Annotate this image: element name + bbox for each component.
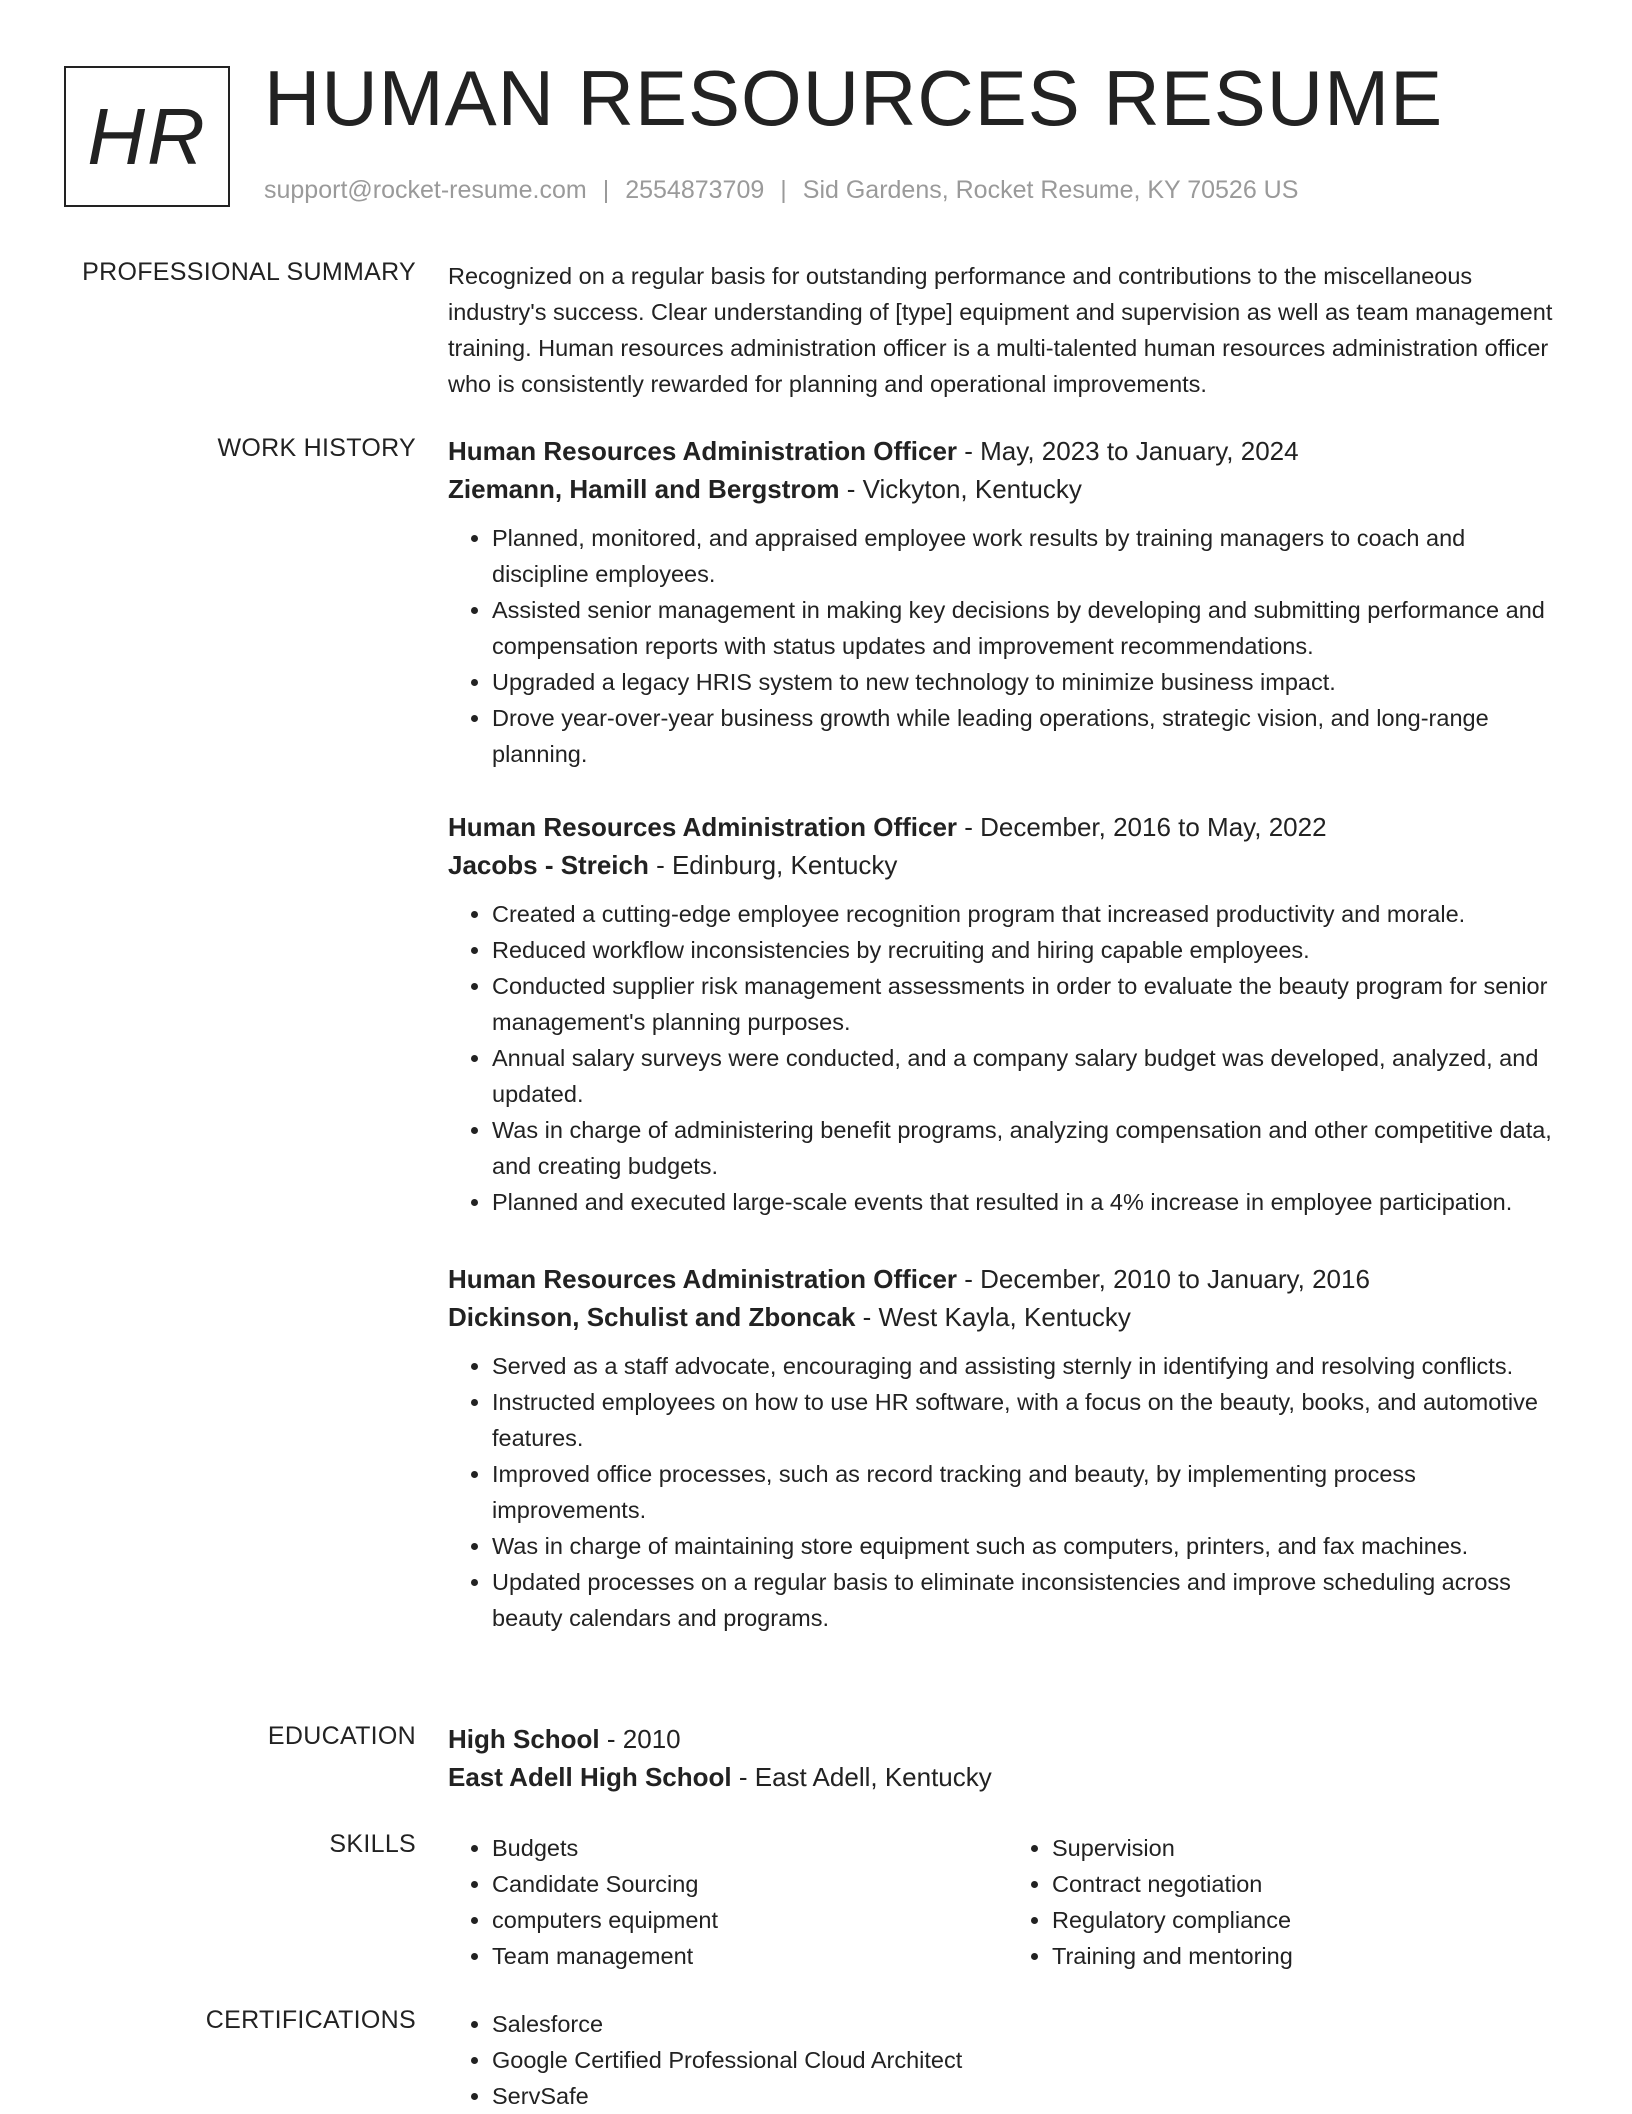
job-entry [448, 1260, 1568, 1636]
list-item: • Annual salary surveys were conducted, and a company salary budget was developed, analyzed, and updated. [492, 1040, 1568, 1112]
list-item: • Improved office processes, such as record tracking and beauty, by implementing process improvements. [492, 1456, 1568, 1528]
certifications-section [448, 2006, 1568, 2114]
certification-item: • ServSafe [492, 2078, 1568, 2114]
skill-item: • Team management [492, 1938, 1008, 1974]
list-item: • Conducted supplier risk management assessments in order to evaluate the beauty program for senior management's planning purposes. [492, 968, 1568, 1040]
list-item: • Served as a staff advocate, encouraging and assisting sternly in identifying and resolving conflicts. [492, 1348, 1568, 1384]
list-item: • Reduced workflow inconsistencies by recruiting and hiring capable employees. [492, 932, 1568, 968]
skills-column-2 [1008, 1830, 1568, 1974]
contact-email[interactable]: support@rocket-resume.com [264, 176, 587, 204]
school-location: - East Adell, Kentucky [731, 1762, 992, 1792]
company-line [448, 470, 1568, 508]
skill-item: • Contract negotiation [1052, 1866, 1568, 1902]
list-item: • Upgraded a legacy HRIS system to new technology to minimize business impact. [492, 664, 1568, 700]
list-item: • Updated processes on a regular basis to eliminate inconsistencies and improve scheduling across beauty calendars and programs. [492, 1564, 1568, 1636]
graduation-year: - 2010 [599, 1724, 681, 1754]
job-entry [448, 432, 1568, 772]
company-line [448, 1298, 1568, 1336]
contact-phone[interactable]: 2554873709 [625, 176, 765, 204]
list-item: • Was in charge of maintaining store equipment such as computers, printers, and fax machines. [492, 1528, 1568, 1564]
job-title-line [448, 808, 1568, 846]
certification-item: • Google Certified Professional Cloud Architect [492, 2042, 1568, 2078]
skill-item: • Budgets [492, 1830, 1008, 1866]
job-dates: - May, 2023 to January, 2024 [957, 436, 1299, 466]
company-location: - West Kayla, Kentucky [855, 1302, 1131, 1332]
company-location: - Edinburg, Kentucky [648, 850, 898, 880]
job-title: Human Resources Administration Officer [448, 1264, 958, 1294]
company-location: - Vickyton, Kentucky [839, 474, 1082, 504]
education-entry [448, 1720, 1568, 1796]
skills-grid [448, 1830, 1568, 1974]
list-item: • Planned and executed large-scale events that resulted in a 4% increase in employee participation. [492, 1184, 1568, 1220]
contact-separator: | [602, 176, 610, 204]
skill-item: • Training and mentoring [1052, 1938, 1568, 1974]
job-entry [448, 808, 1568, 1220]
list-item: • Assisted senior management in making key decisions by developing and submitting performance and compensation reports with status updates and improvement recommendations. [492, 592, 1568, 664]
skill-item: • computers equipment [492, 1902, 1008, 1938]
school-name: East Adell High School [448, 1762, 732, 1792]
list-item: • Planned, monitored, and appraised employee work results by training managers to coach and discipline employees. [492, 520, 1568, 592]
skills-section [448, 1830, 1568, 1974]
job-bullets [448, 896, 1568, 1220]
list-item: • Instructed employees on how to use HR software, with a focus on the beauty, books, and automotive features. [492, 1384, 1568, 1456]
job-title-line [448, 432, 1568, 470]
summary-section [448, 258, 1568, 402]
company-name: Dickinson, Schulist and Zboncak [448, 1302, 856, 1332]
resume-title: HUMAN RESOURCES RESUME [264, 54, 1444, 142]
job-title: Human Resources Administration Officer [448, 436, 958, 466]
degree: High School [448, 1724, 600, 1754]
skills-heading: SKILLS [329, 1830, 416, 1858]
contact-address: Sid Gardens, Rocket Resume, KY 70526 US [802, 176, 1299, 204]
degree-line [448, 1720, 1568, 1758]
list-item: • Created a cutting-edge employee recognition program that increased productivity and morale. [492, 896, 1568, 932]
contact-separator: | [780, 176, 787, 204]
job-bullets [448, 520, 1568, 772]
job-title: Human Resources Administration Officer [448, 812, 958, 842]
list-item: • Was in charge of administering benefit programs, analyzing compensation and other competitive data, and creating budgets. [492, 1112, 1568, 1184]
skills-column-1 [448, 1830, 1008, 1974]
education-heading: EDUCATION [267, 1722, 416, 1750]
summary-heading: PROFESSIONAL SUMMARY [82, 258, 416, 286]
list-item: • Drove year-over-year business growth while leading operations, strategic vision, and long-range planning. [492, 700, 1568, 772]
job-title-line [448, 1260, 1568, 1298]
company-name: Jacobs - Streich [448, 850, 649, 880]
school-line [448, 1758, 1568, 1796]
contact-line [264, 176, 1298, 205]
certifications-heading: CERTIFICATIONS [205, 2006, 416, 2034]
certifications-list [448, 2006, 1568, 2114]
company-name: Ziemann, Hamill and Bergstrom [448, 474, 840, 504]
skill-item: • Supervision [1052, 1830, 1568, 1866]
company-line [448, 846, 1568, 884]
monogram-logo: HR [64, 66, 230, 207]
work-history-heading: WORK HISTORY [217, 434, 416, 462]
skill-item: • Regulatory compliance [1052, 1902, 1568, 1938]
certification-item: • Salesforce [492, 2006, 1568, 2042]
job-bullets [448, 1348, 1568, 1636]
job-dates: - December, 2016 to May, 2022 [957, 812, 1327, 842]
skill-item: • Candidate Sourcing [492, 1866, 1008, 1902]
job-dates: - December, 2010 to January, 2016 [957, 1264, 1370, 1294]
summary-text: Recognized on a regular basis for outstanding performance and contributions to the miscellaneous industry's success. Clear understanding of [type] equipment and supervision as well as team management training. Human resources administration officer is a multi-talented human resources administration officer who is consistently rewarded for planning and operational improvements. [448, 263, 1553, 397]
